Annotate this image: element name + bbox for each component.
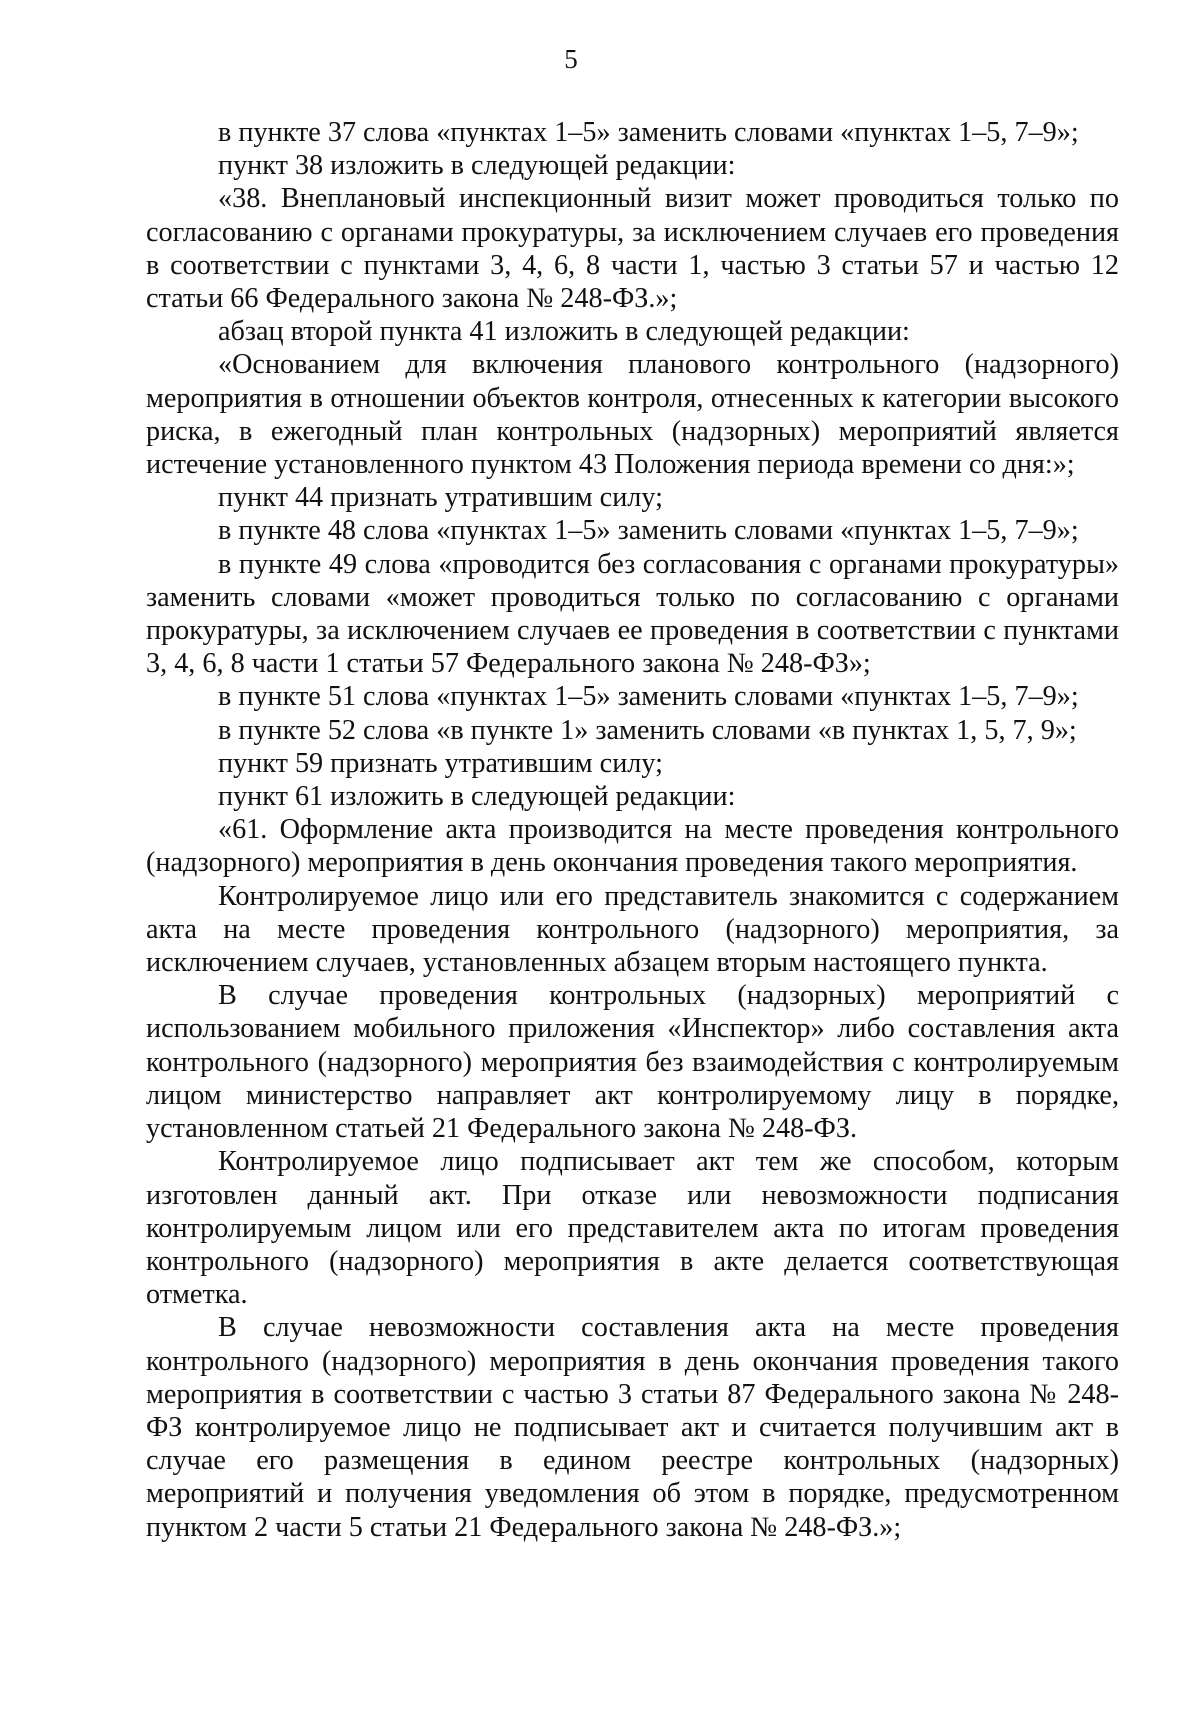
paragraph: в пункте 49 слова «проводится без согласования с органами прокуратуры» заменить словами «может проводиться только по согласованию с органами прокуратуры, за исключением случаев ее проведения в соответствии с пунктами 3, 4, 6, 8 части 1 статьи 57 Федерального закона № 248-ФЗ»; xyxy=(146,548,1119,680)
paragraph: пункт 38 изложить в следующей редакции: xyxy=(218,150,736,182)
paragraph: в пункте 37 слова «пунктах 1–5» заменить словами «пунктах 1–5, 7–9»; xyxy=(218,117,1079,148)
paragraph: пункт 59 признать утратившим силу; xyxy=(218,747,663,779)
paragraph: В случае невозможности составления акта на месте проведения контрольного (надзорного) мероприятия в день окончания проведения такого мероприятия в соответствии с частью 3 статьи 87 Федерального закона № 248-ФЗ контролируемое лицо не подписывает акт и считается получившим акт в случае его размещения в едином реестре контрольных (надзорных) мероприятий и получения уведомления об этом в порядке, предусмотренном пунктом 2 части 5 статьи 21 Федерального закона № 248-ФЗ.»; xyxy=(146,1312,1119,1543)
document-body xyxy=(146,116,1119,1544)
paragraph: пункт 61 изложить в следующей редакции: xyxy=(218,781,736,813)
paragraph: Контролируемое лицо или его представитель знакомится с содержанием акта на месте проведения контрольного (надзорного) мероприятия, за исключением случаев, установленных абзацем вторым настоящего пункта. xyxy=(146,880,1119,979)
paragraph: В случае проведения контрольных (надзорных) мероприятий с использованием мобильного приложения «Инспектор» либо составления акта контрольного (надзорного) мероприятия без взаимодействия с контролируемым лицом министерство направляет акт контролируемому лицу в порядке, установленном статьей 21 Федерального закона № 248-ФЗ. xyxy=(146,980,1119,1145)
paragraph: в пункте 48 слова «пунктах 1–5» заменить словами «пунктах 1–5, 7–9»; xyxy=(218,515,1079,547)
paragraph: «61. Оформление акта производится на месте проведения контрольного (надзорного) мероприятия в день окончания проведения такого мероприятия. xyxy=(146,814,1119,879)
paragraph: в пункте 51 слова «пунктах 1–5» заменить словами «пунктах 1–5, 7–9»; xyxy=(218,681,1079,713)
paragraph: в пункте 52 слова «в пункте 1» заменить словами «в пунктах 1, 5, 7, 9»; xyxy=(218,714,1077,746)
page-number: 5 xyxy=(564,44,578,74)
paragraph: абзац второй пункта 41 изложить в следующей редакции: xyxy=(218,316,910,348)
paragraph: Контролируемое лицо подписывает акт тем же способом, которым изготовлен данный акт. При отказе или невозможности подписания контролируемым лицом или его представителем акта по итогам проведения контрольного (надзорного) мероприятия в акте делается соответствующая отметка. xyxy=(146,1146,1119,1311)
paragraph: «38. Внеплановый инспекционный визит может проводиться только по согласованию с органами прокуратуры, за исключением случаев его проведения в соответствии с пунктами 3, 4, 6, 8 части 1, частью 3 статьи 57 и частью 12 статьи 66 Федерального закона № 248-ФЗ.»; xyxy=(146,183,1119,315)
paragraph: пункт 44 признать утратившим силу; xyxy=(218,482,663,514)
paragraph: «Основанием для включения планового контрольного (надзорного) мероприятия в отношении объектов контроля, отнесенных к категории высокого риска, в ежегодный план контрольных (надзорных) мероприятий является истечение установленного пунктом 43 Положения периода времени со дня:»; xyxy=(146,349,1119,481)
